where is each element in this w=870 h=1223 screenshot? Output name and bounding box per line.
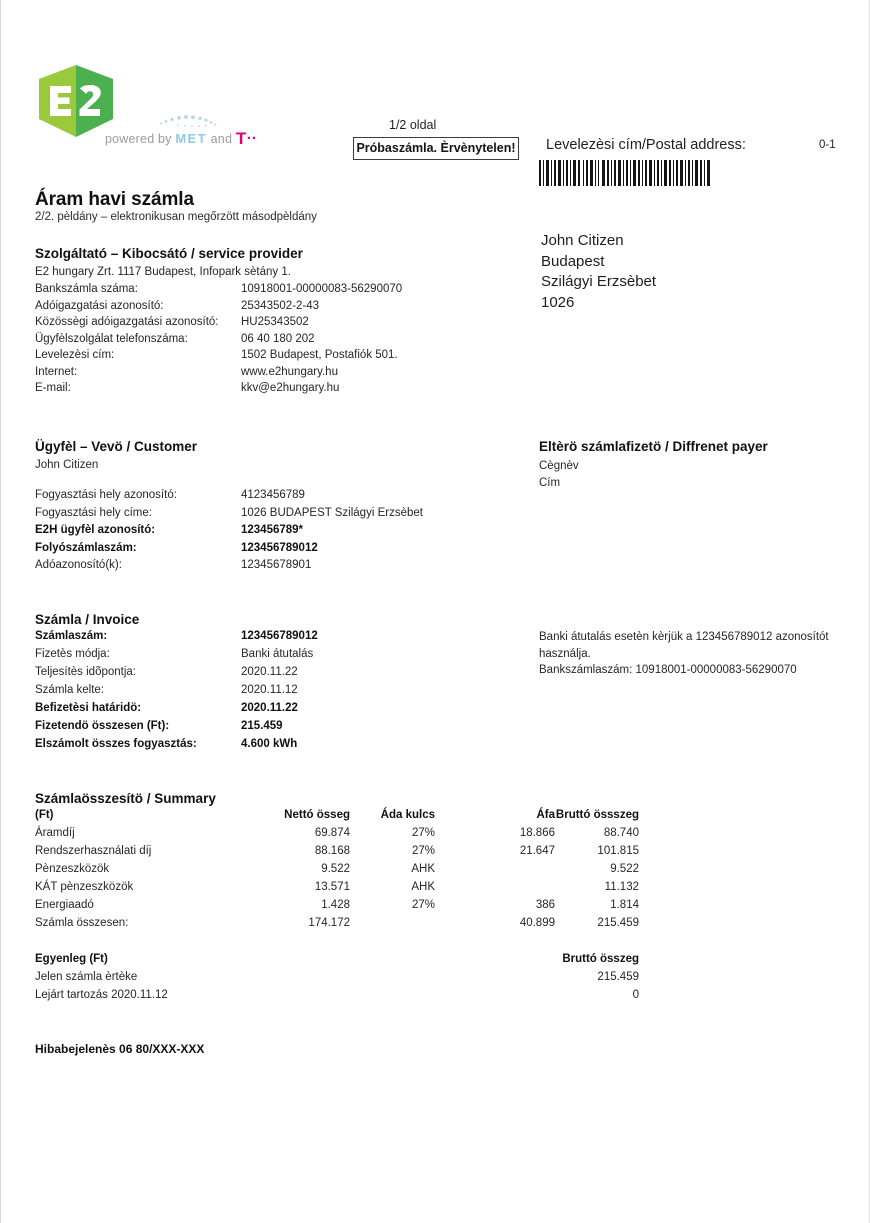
summary-row-net: 9.522 xyxy=(321,863,350,875)
balance-col-gross: Bruttó összeg xyxy=(562,953,639,965)
summary-row-rate: AHK xyxy=(411,881,435,893)
summary-row-rate: 27% xyxy=(411,827,435,839)
balance-header-row xyxy=(35,953,639,971)
recipient-line: John Citizen xyxy=(541,232,624,249)
e2-hexagon-icon xyxy=(37,64,115,138)
invoice-row-label: Számlaszám: xyxy=(35,630,108,642)
postal-address-label: Levelezèsi cím/Postal address: xyxy=(546,137,746,153)
different-payer-details xyxy=(539,458,579,491)
trial-invoice-stamp: Próbaszámla. Èrvènytelen! xyxy=(353,137,519,160)
summary-row-vat xyxy=(435,863,555,881)
customer-row-label: Folyószámlaszám: xyxy=(35,541,137,554)
summary-col-rate: Áda kulcs xyxy=(380,809,435,821)
provider-heading: Szolgáltató – Kibocsátó / service provider xyxy=(35,246,303,261)
balance-row-amount: 215.459 xyxy=(597,971,639,983)
summary-col-net: Nettó össeg xyxy=(284,809,350,821)
transfer-note-line: Bankszámlaszám: 10918001-00000083-56290070 xyxy=(539,664,797,676)
invoice-row-label: Befizetèsi határidö: xyxy=(35,702,142,714)
summary-row-net: 13.571 xyxy=(314,881,350,893)
summary-row-gross: 9.522 xyxy=(610,863,639,875)
barcode-icon xyxy=(538,160,712,186)
invoice-row-value: 123456789012 xyxy=(241,630,318,642)
summary-table xyxy=(35,809,639,935)
summary-total-gross: 215.459 xyxy=(597,917,639,929)
provider-row-label: Bankszámla száma: xyxy=(35,283,138,295)
invoice-row-label: Fizetès módja: xyxy=(35,648,110,660)
customer-row-label: Fogyasztási hely címe: xyxy=(35,506,152,519)
invoice-row-value: Banki átutalás xyxy=(241,648,314,660)
customer-row-label: Fogyasztási hely azonosító: xyxy=(35,489,177,501)
provider-website[interactable]: www.e2hungary.hu xyxy=(241,365,338,378)
provider-email[interactable]: kkv@e2hungary.hu xyxy=(241,382,340,394)
summary-row-label: Áramdíj xyxy=(35,827,75,839)
customer-row-label: E2H ügyfèl azonosító: xyxy=(35,524,156,536)
summary-header-row xyxy=(35,809,639,827)
summary-row-label: KÁT pènzeszközök xyxy=(35,881,134,893)
customer-name: John Citizen xyxy=(35,459,99,471)
table-row xyxy=(35,863,639,881)
met-wordmark: MET xyxy=(175,131,207,146)
summary-row-vat xyxy=(435,881,555,899)
balance-heading: Egyenleg (Ft) xyxy=(35,953,108,965)
customer-row-value: 123456789* xyxy=(241,524,304,536)
invoice-row-value: 2020.11.12 xyxy=(241,684,298,696)
summary-col-vat: Áfa xyxy=(536,809,555,821)
provider-row-label: Internet: xyxy=(35,365,78,378)
provider-row-label: Ügyfèlszolgálat telefonszáma: xyxy=(35,332,188,345)
summary-total-vat: 40.899 xyxy=(519,917,555,929)
summary-total-rate xyxy=(350,917,435,935)
summary-row-label: Energiaadó xyxy=(35,899,94,911)
summary-total-net: 174.172 xyxy=(308,917,350,929)
fault-report-footer: Hibabejelenès 06 80/XXX-XXX xyxy=(35,1042,205,1056)
recipient-line: Budapest xyxy=(541,252,605,270)
invoice-row-label: Elszámolt összes fogyasztás: xyxy=(35,738,197,750)
summary-heading: Számlaösszesítö / Summary xyxy=(35,791,216,806)
summary-row-net: 69.874 xyxy=(314,827,350,839)
summary-unit-header: (Ft) xyxy=(35,809,54,821)
different-payer-heading: Eltèrö számlafizetö / Diffrenet payer xyxy=(539,439,768,454)
telekom-t-logo: T xyxy=(235,129,247,148)
invoice-row-value: 2020.11.22 xyxy=(241,702,298,714)
provider-row-value: 1502 Budapest, Postafiók 501. xyxy=(241,349,398,361)
summary-row-vat: 386 xyxy=(535,899,555,911)
different-payer-address: Cím xyxy=(539,476,561,489)
invoice-row-value: 215.459 xyxy=(241,720,283,732)
table-row xyxy=(35,989,639,1007)
transfer-note-line: Banki átutalás esetèn kèrjük a 123456789012 azonosítót xyxy=(539,631,829,643)
customer-row-value: 123456789012 xyxy=(241,541,318,554)
customer-row-value: 4123456789 xyxy=(241,489,305,501)
customer-row-value: 1026 BUDAPEST Szilágyi Erzsèbet xyxy=(241,506,423,519)
invoice-row-value: 4.600 kWh xyxy=(241,738,298,750)
tagline-and: and xyxy=(210,132,233,146)
summary-col-gross: Bruttó össszeg xyxy=(555,809,639,821)
provider-row-value: 10918001-00000083-56290070 xyxy=(241,283,403,295)
invoice-heading: Számla / Invoice xyxy=(35,612,140,627)
table-row xyxy=(35,899,639,917)
page-subtitle: 2/2. pèldány – elektronikusan megőrzött másodpèldány xyxy=(35,211,317,223)
provider-row-label: Levelezèsi cím: xyxy=(35,349,115,361)
balance-table xyxy=(35,953,639,1007)
provider-row-value: 25343502-2-43 xyxy=(241,299,320,312)
balance-row-label: Jelen számla èrtèke xyxy=(35,971,138,983)
summary-row-gross: 1.814 xyxy=(610,899,639,911)
bank-transfer-note xyxy=(539,629,851,679)
table-row xyxy=(35,971,639,989)
transfer-note-line: használja. xyxy=(539,647,591,660)
provider-row-label: E-mail: xyxy=(35,382,71,394)
invoice-row-label: Teljesítès idõpontja: xyxy=(35,666,137,678)
provider-address: E2 hungary Zrt. 1117 Budapest, Infopark sètány 1. xyxy=(35,266,291,278)
tagline-prefix: powered by xyxy=(105,132,172,146)
different-payer-company: Cègnèv xyxy=(539,460,579,472)
summary-row-gross: 11.132 xyxy=(604,881,639,893)
provider-row-label: Adóigazgatási azonosító: xyxy=(35,299,164,312)
summary-row-label: Pènzeszközök xyxy=(35,863,110,875)
swoosh-icon xyxy=(156,112,224,128)
balance-row-label: Lejárt tartozás 2020.11.12 xyxy=(35,989,168,1001)
recipient-line: Szilágyi Erzsèbet xyxy=(541,273,657,290)
table-row xyxy=(35,827,639,845)
invoice-row-label: Számla kelte: xyxy=(35,684,105,696)
table-row xyxy=(35,845,639,863)
sequence-code: 0-1 xyxy=(819,139,836,151)
table-row xyxy=(35,881,639,899)
page-title: Áram havi számla xyxy=(35,189,194,210)
summary-row-gross: 88.740 xyxy=(603,827,639,839)
provider-row-value: HU25343502 xyxy=(241,316,309,328)
recipient-address xyxy=(541,231,656,313)
customer-row-value: 12345678901 xyxy=(241,559,312,571)
table-row-total xyxy=(35,917,639,935)
telekom-dots-icon: ·· xyxy=(246,130,258,147)
invoice-row-label: Fizetendö összesen (Ft): xyxy=(35,720,170,732)
page-indicator: 1/2 oldal xyxy=(389,118,437,132)
summary-total-label: Számla összesen: xyxy=(35,917,129,929)
customer-row-label: Adóazonosító(k): xyxy=(35,559,122,571)
provider-row-value: 06 40 180 202 xyxy=(241,332,315,345)
recipient-line: 1026 xyxy=(541,293,575,311)
provider-row-label: Közössègi adóigazgatási azonosító: xyxy=(35,316,219,328)
invoice-row-value: 2020.11.22 xyxy=(241,666,298,678)
summary-row-net: 1.428 xyxy=(321,899,350,911)
powered-by-tagline xyxy=(105,128,257,148)
summary-row-vat: 21.647 xyxy=(519,845,555,857)
summary-row-gross: 101.815 xyxy=(597,845,639,857)
e2-logo-mark xyxy=(37,64,115,138)
summary-row-label: Rendszerhasználati díj xyxy=(35,845,152,857)
balance-row-amount: 0 xyxy=(632,989,639,1001)
summary-row-rate: 27% xyxy=(411,845,435,857)
summary-row-rate: 27% xyxy=(411,899,435,911)
customer-heading: Ügyfèl – Vevö / Customer xyxy=(35,439,198,454)
e2-logo xyxy=(37,64,115,138)
summary-row-net: 88.168 xyxy=(314,845,350,857)
summary-row-rate: AHK xyxy=(411,863,435,875)
summary-row-vat: 18.866 xyxy=(519,827,555,839)
